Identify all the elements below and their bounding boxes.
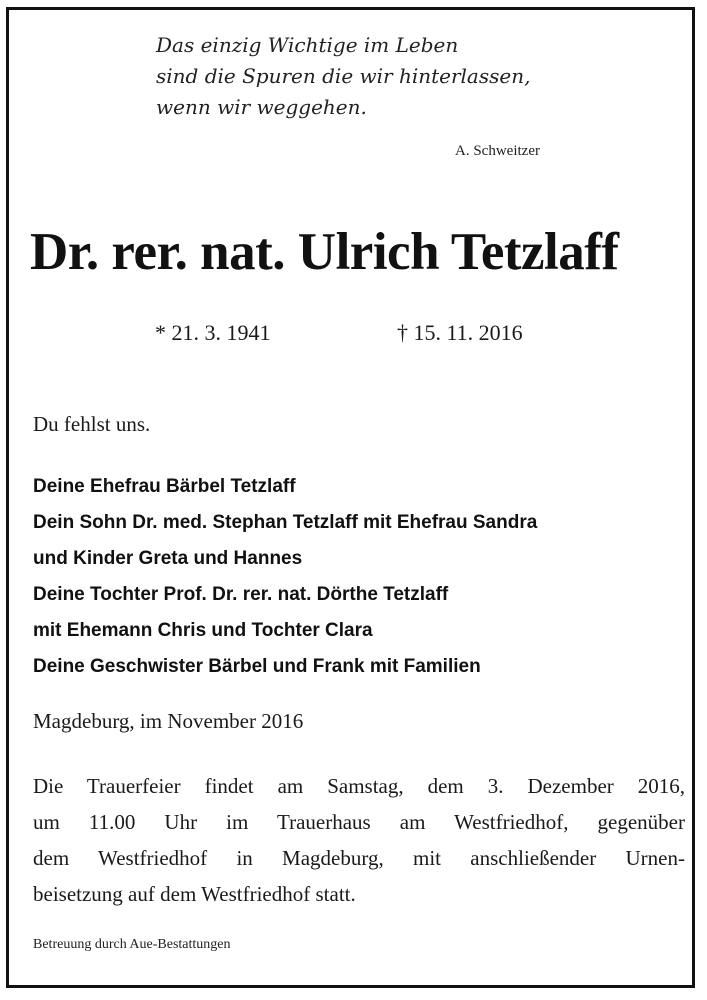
family-list [33,469,683,685]
quote-line: sind die Spuren die wir hinterlassen, [156,64,531,88]
quote-line: wenn wir weggehen. [156,95,367,119]
quote-line: Das einzig Wichtige im Leben [156,33,459,57]
quote-author: A. Schweitzer [455,143,540,159]
death-date: † 15. 11. 2016 [397,320,523,345]
service-info [33,768,685,912]
family-line: Deine Tochter Prof. Dr. rer. nat. Dörthe Tetzlaff [33,584,449,605]
service-line: um 11.00 Uhr im Trauerhaus am Westfriedhof, gegenüber [33,810,685,834]
family-line: Deine Geschwister Bärbel und Frank mit Familien [33,656,481,677]
deceased-name: Dr. rer. nat. Ulrich Tetzlaff [30,223,619,281]
family-line: Deine Ehefrau Bärbel Tetzlaff [33,476,296,497]
quote [156,30,576,123]
family-line: und Kinder Greta und Hannes [33,548,303,569]
service-line: dem Westfriedhof in Magdeburg, mit anschließender Urnen- [33,846,685,870]
message: Du fehlst uns. [33,412,151,436]
place-date: Magdeburg, im November 2016 [33,709,304,733]
undertaker-note: Betreuung durch Aue-Bestattungen [33,937,231,952]
birth-date: * 21. 3. 1941 [155,320,271,345]
service-line: Die Trauerfeier findet am Samstag, dem 3. Dezember 2016, [33,774,685,798]
family-line: mit Ehemann Chris und Tochter Clara [33,620,373,641]
family-line: Dein Sohn Dr. med. Stephan Tetzlaff mit Ehefrau Sandra [33,512,538,533]
service-line: beisetzung auf dem Westfriedhof statt. [33,882,356,906]
